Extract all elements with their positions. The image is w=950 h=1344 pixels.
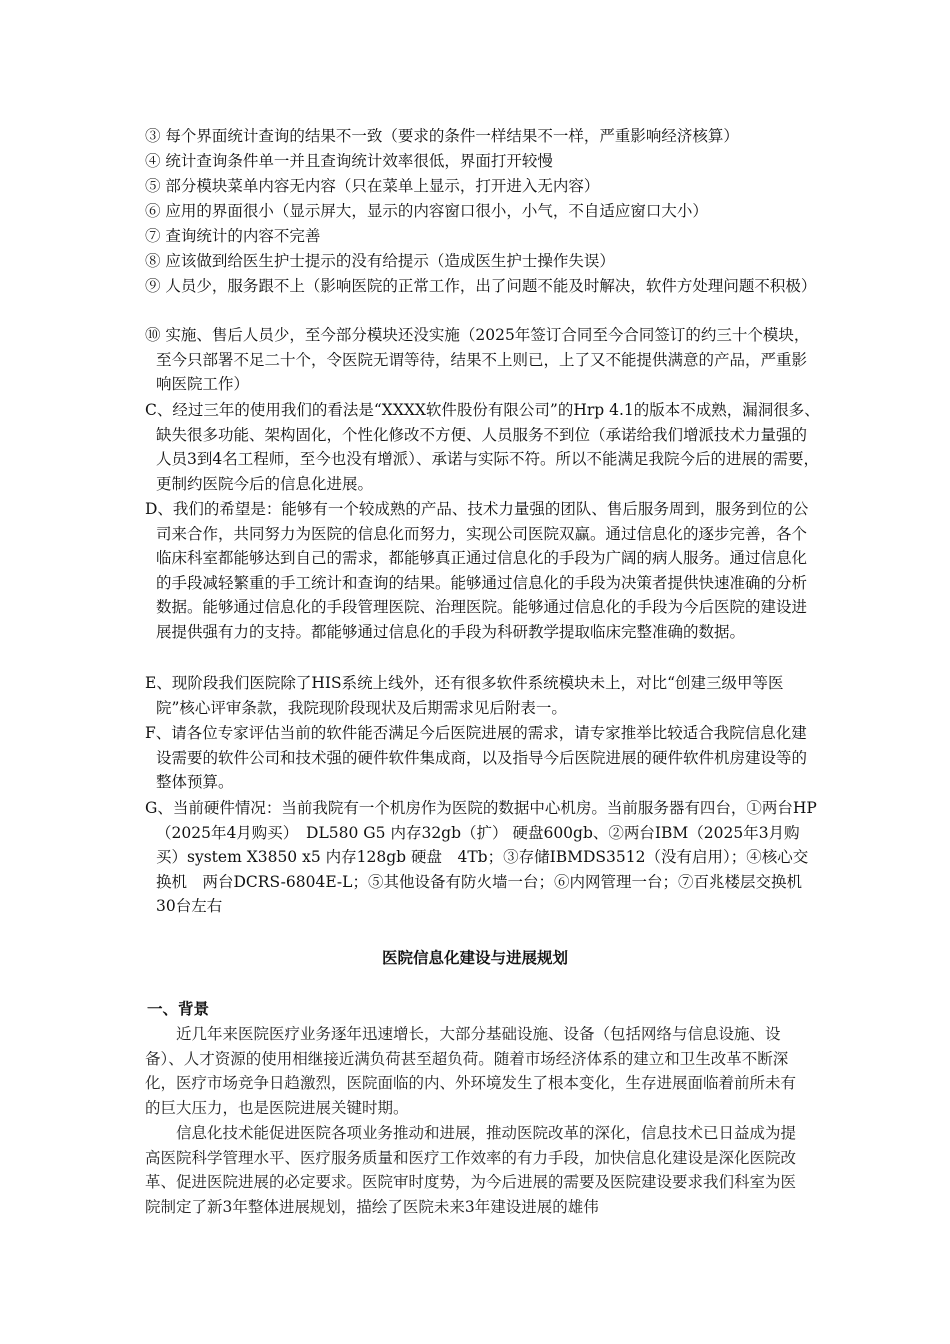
issue-item-4: ④ 统计查询条件单一并且查询统计效率很低，界面打开较慢 — [145, 152, 553, 170]
section-heading: 一、背景 — [147, 999, 210, 1018]
paragraph-c: C、经过三年的使用我们的看法是“XXXX软件股份有限公司”的Hrp 4.1的版本不成熟，漏洞很多、缺失很多功能、架构固化，个性化修改不方便、人员服务不到位（承诺给我们增派技术力量强的人员3到4名工程师，至今也没有增派）、承诺与实际不符。所以不能满足我院今后的进展的需要，更制约医院今后的信息化进展。 — [145, 401, 820, 493]
paragraph-f: F、请各位专家评估当前的软件能否满足今后医院进展的需求，请专家推举比较适合我院信息化建设需要的软件公司和技术强的硬件软件集成商，以及指导今后医院进展的硬件软件机房建设等的整体预算。 — [145, 724, 808, 792]
issue-item-6: ⑥ 应用的界面很小（显示屏大，显示的内容窗口很小，小气，不自适应窗口大小） — [145, 202, 708, 220]
background-paragraph-1: 近几年来医院医疗业务逐年迅速增长，大部分基础设施、设备（包括网络与信息设施、设备）、人才资源的使用相继接近满负荷甚至超负荷。随着市场经济体系的建立和卫生改革不断深化，医疗市场竞争日趋激烈，医院面临的内、外环境发生了根本变化，生存进展面临着前所未有的巨大压力，也是医院进展关键时期。 — [145, 1025, 797, 1117]
issue-item-9: ⑨ 人员少，服务跟不上（影响医院的正常工作，出了问题不能及时解决，软件方处理问题不积极） — [145, 277, 817, 295]
issue-item-3: ③ 每个界面统计查询的结果不一致（要求的条件一样结果不一样，严重影响经济核算） — [145, 127, 739, 145]
paragraph-g: G、当前硬件情况：当前我院有一个机房作为医院的数据中心机房。当前服务器有四台，①两台HP（2025年4月购买） DL580 G5 内存32gb（扩） 硬盘600gb、②两台IBM（2025年3月购买）system X3850 x5 内存128gb 硬盘 4Tb；③存储IBMDS3512（没有启用）；④核心交换机 两台DCRS-6804E-L；⑤其他设备有防火墙一台；⑥内网管理一台；⑦百兆楼层交换机30台左右 — [145, 799, 817, 916]
issue-item-7: ⑦ 查询统计的内容不完善 — [145, 227, 321, 245]
issue-item-8: ⑧ 应该做到给医生护士提示的没有给提示（造成医生护士操作失误） — [145, 252, 615, 270]
document-title: 医院信息化建设与进展规划 — [381, 948, 568, 967]
issue-item-10: ⑩ 实施、售后人员少，至今部分模块还没实施（2025年签订合同至今合同签订的约三十个模块，至今只部署不足二十个，令医院无谓等待，结果不上则已，上了又不能提供满意的产品，严重影响医院工作） — [145, 326, 810, 394]
background-paragraph-2: 信息化技术能促进医院各项业务推动和进展，推动医院改革的深化，信息技术已日益成为提高医院科学管理水平、医疗服务质量和医疗工作效率的有力手段，加快信息化建设是深化医院改革、促进医院进展的必定要求。医院审时度势，为今后进展的需要及医院建设要求我们科室为医院制定了新3年整体进展规划，描绘了医院未来3年建设进展的雄伟 — [145, 1124, 797, 1216]
paragraph-e: E、现阶段我们医院除了HIS系统上线外，还有很多软件系统模块未上，对比“创建三级甲等医院”核心评审条款，我院现阶段现状及后期需求见后附表一。 — [145, 674, 784, 717]
paragraph-d: D、我们的希望是：能够有一个较成熟的产品、技术力量强的团队、售后服务周到，服务到位的公司来合作，共同努力为医院的信息化而努力，实现公司医院双赢。通过信息化的逐步完善，各个临床科室都能够达到自己的需求，都能够真正通过信息化的手段为广阔的病人服务。通过信息化的手段减轻繁重的手工统计和查询的结果。能够通过信息化的手段为决策者提供快速准确的分析数据。能够通过信息化的手段管理医院、治理医院。能够通过信息化的手段为今后医院的建设进展提供强有力的支持。都能够通过信息化的手段为科研教学提取临床完整准确的数据。 — [145, 500, 809, 641]
issue-item-5: ⑤ 部分模块菜单内容无内容（只在菜单上显示，打开进入无内容） — [145, 177, 600, 195]
